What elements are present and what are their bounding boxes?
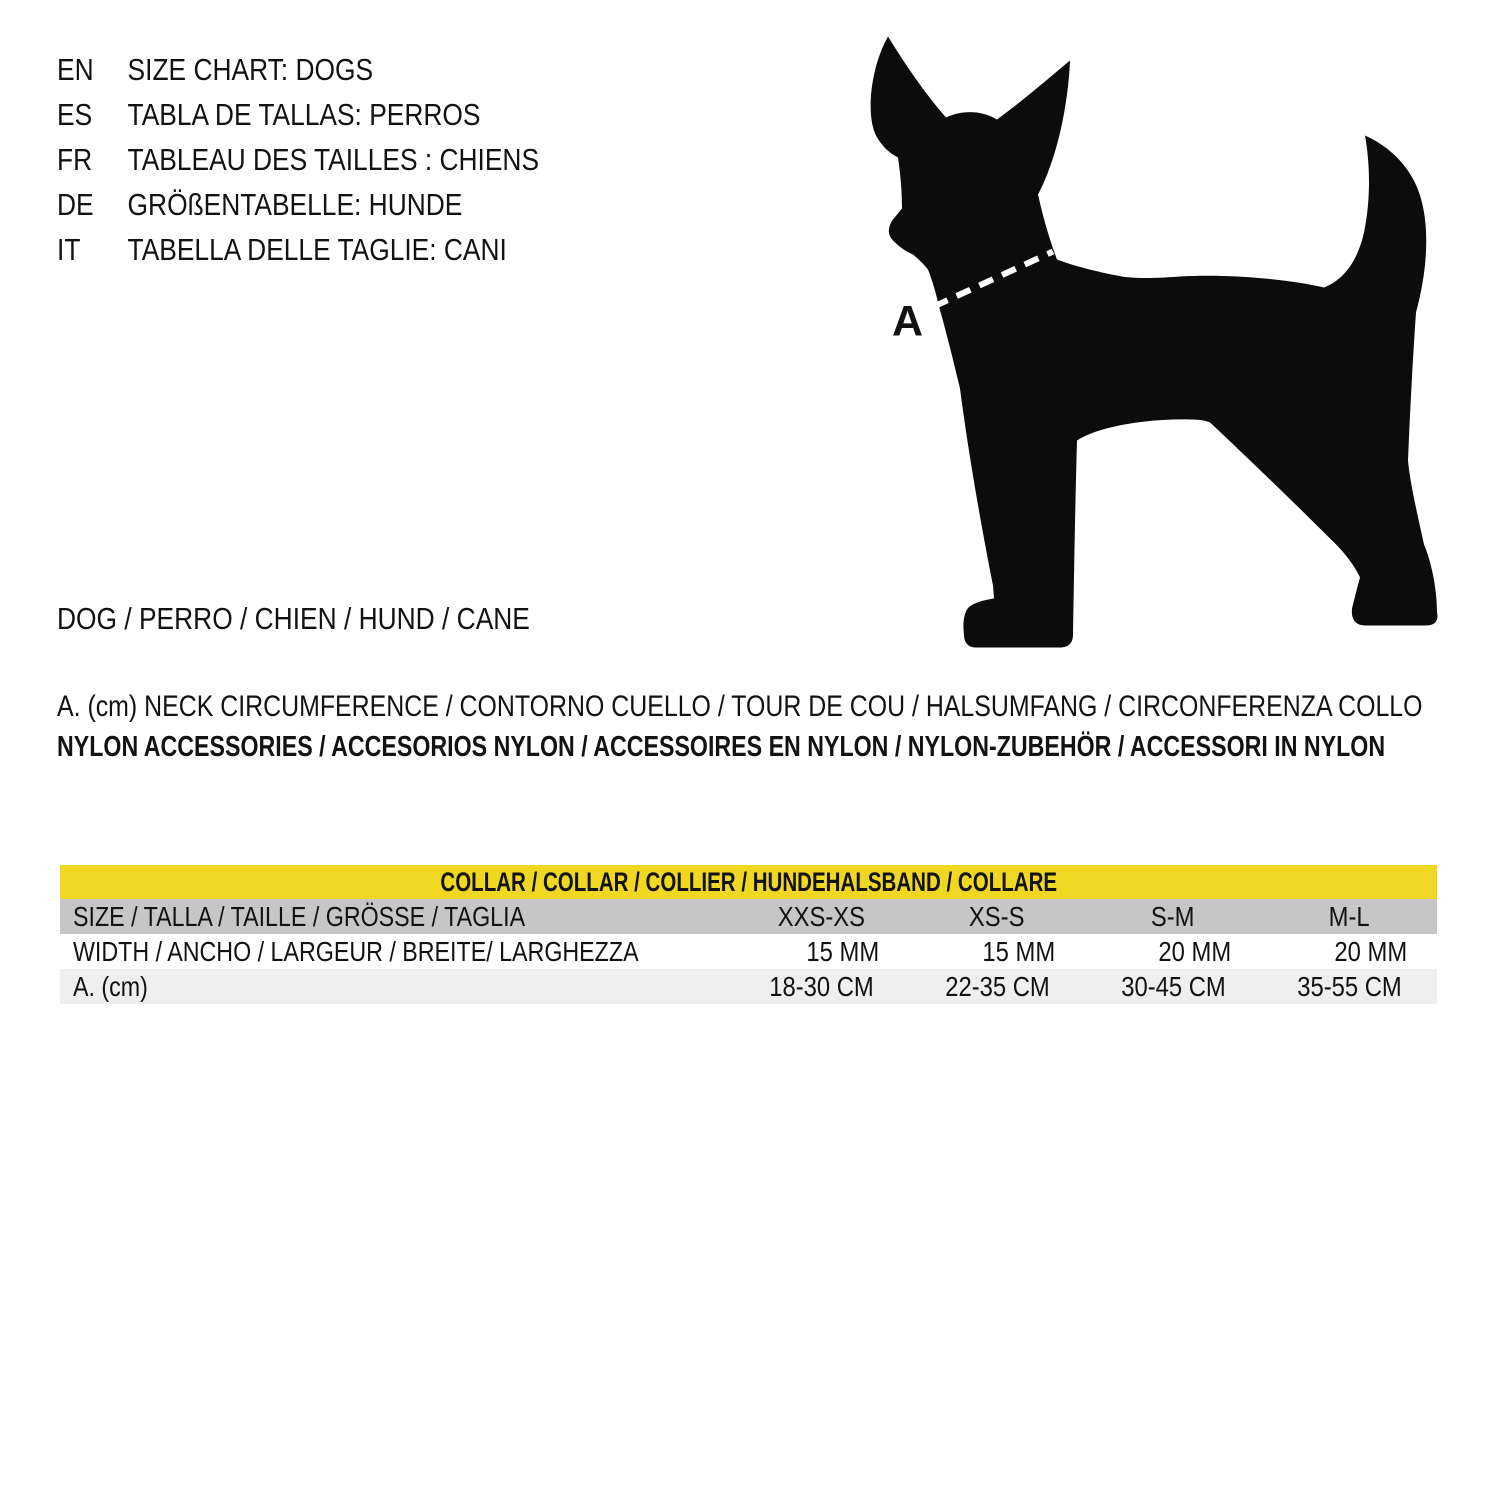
table-cell bbox=[1106, 936, 1282, 968]
table-title-bar bbox=[60, 865, 1437, 899]
row-header-text: A. (cm) bbox=[73, 970, 148, 1002]
table-row-width bbox=[60, 934, 1437, 969]
language-code: IT bbox=[57, 232, 81, 267]
language-code: ES bbox=[57, 97, 93, 132]
table-row-neck bbox=[60, 969, 1437, 1004]
cell-value: 18-30 CM bbox=[768, 970, 874, 1002]
row-header bbox=[60, 971, 733, 1003]
animal-caption bbox=[57, 601, 613, 637]
cell-value: XXS-XS bbox=[777, 900, 865, 932]
cell-value: 20 MM bbox=[1158, 935, 1231, 967]
table-cell bbox=[1085, 901, 1261, 933]
animal-caption-text: DOG / PERRO / CHIEN / HUND / CANE bbox=[57, 601, 530, 636]
cell-value: M-L bbox=[1328, 900, 1370, 932]
table-cell bbox=[733, 901, 909, 933]
row-header bbox=[60, 901, 733, 933]
cell-value: 20 MM bbox=[1334, 935, 1407, 967]
collar-size-table bbox=[60, 865, 1437, 1004]
cell-value: 15 MM bbox=[806, 935, 879, 967]
list-item bbox=[57, 137, 539, 182]
dog-silhouette-icon bbox=[860, 18, 1480, 663]
cell-value: 35-55 CM bbox=[1296, 970, 1402, 1002]
cell-value: 15 MM bbox=[982, 935, 1055, 967]
table-cell bbox=[733, 971, 909, 1003]
measure-point-label: A bbox=[892, 297, 924, 346]
table-cell bbox=[1085, 971, 1261, 1003]
material-caption bbox=[57, 731, 1500, 764]
table-cell bbox=[909, 971, 1085, 1003]
language-title: TABLA DE TALLAS: PERROS bbox=[127, 97, 481, 132]
measurement-caption bbox=[57, 690, 1500, 724]
table-cell bbox=[754, 936, 930, 968]
table-row-size bbox=[60, 899, 1437, 934]
list-item bbox=[57, 227, 539, 272]
language-title: TABELLA DELLE TAGLIE: CANI bbox=[127, 232, 507, 267]
language-title: TABLEAU DES TAILLES : CHIENS bbox=[127, 142, 540, 177]
dog-silhouette-diagram bbox=[860, 18, 1480, 663]
language-title-list bbox=[57, 47, 539, 272]
cell-value: S-M bbox=[1151, 900, 1195, 932]
table-cell bbox=[1261, 971, 1437, 1003]
table-cell bbox=[909, 901, 1085, 933]
table-cell bbox=[930, 936, 1106, 968]
language-code: EN bbox=[57, 52, 94, 87]
material-caption-text: NYLON ACCESSORIES / ACCESORIOS NYLON / ACCESSOIRES EN NYLON / NYLON-ZUBEHÖR / ACCESSORI IN NYLON bbox=[57, 731, 1386, 763]
language-title: SIZE CHART: DOGS bbox=[127, 52, 374, 87]
table-cell bbox=[1282, 936, 1458, 968]
table-cell bbox=[1261, 901, 1437, 933]
row-header-text: WIDTH / ANCHO / LARGEUR / BREITE/ LARGHEZZA bbox=[73, 935, 639, 967]
row-header-text: SIZE / TALLA / TAILLE / GRÖSSE / TAGLIA bbox=[73, 900, 526, 932]
cell-value: 22-35 CM bbox=[944, 970, 1050, 1002]
list-item bbox=[57, 182, 539, 227]
language-title: GRÖßENTABELLE: HUNDE bbox=[127, 187, 463, 222]
list-item bbox=[57, 92, 539, 137]
language-code: DE bbox=[57, 187, 94, 222]
cell-value: 30-45 CM bbox=[1120, 970, 1226, 1002]
language-code: FR bbox=[57, 142, 93, 177]
measurement-caption-text: A. (cm) NECK CIRCUMFERENCE / CONTORNO CUELLO / TOUR DE COU / HALSUMFANG / CIRCONFERENZA COLLO bbox=[57, 690, 1423, 723]
table-title: COLLAR / COLLAR / COLLIER / HUNDEHALSBAND / COLLARE bbox=[440, 866, 1057, 897]
row-header bbox=[60, 936, 754, 968]
list-item bbox=[57, 47, 539, 92]
cell-value: XS-S bbox=[969, 900, 1025, 932]
